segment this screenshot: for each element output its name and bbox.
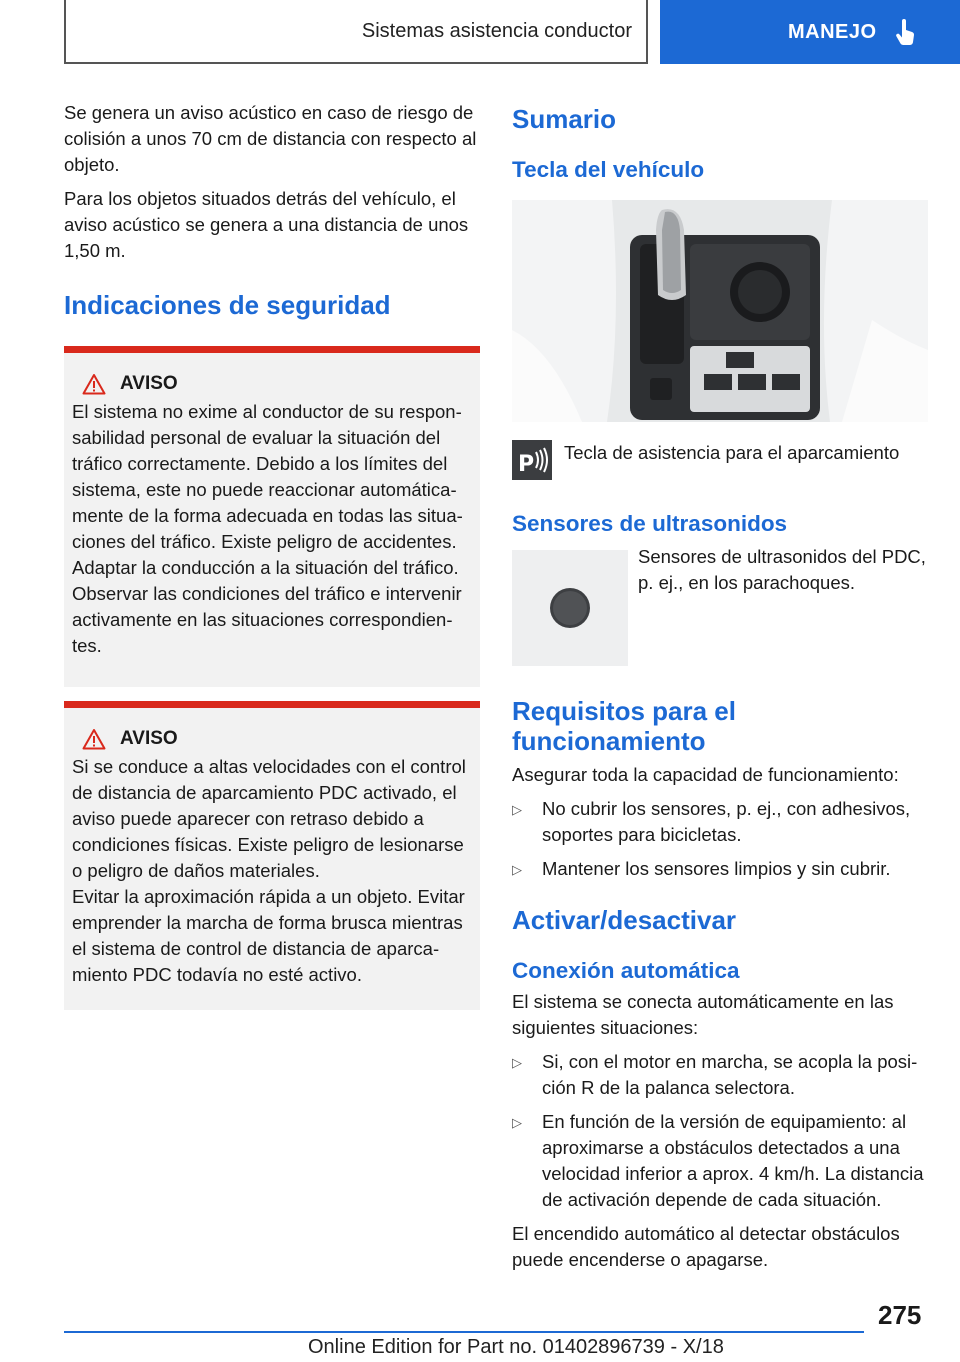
- body-paragraph: Se genera un aviso acústico en caso de riesgo de colisión a unos 70 cm de distancia con respecto al objeto.: [64, 102, 477, 175]
- tecla-heading: Tecla del vehículo: [512, 157, 705, 182]
- list-item: [512, 856, 928, 883]
- list-item-text: En función de la versión de equipamiento: al aproximarse a obstáculos detectados a una velocidad inferior a aprox. 4 km/h. La distancia de activación depende de cada situación.: [542, 1111, 924, 1210]
- conexion-outro: El encendido automático al detectar obstáculos puede encenderse o apagarse.: [512, 1223, 900, 1270]
- chapter-tab: [660, 0, 960, 64]
- requisitos-intro: Asegurar toda la capacidad de funcionamiento:: [512, 764, 899, 785]
- warning-text: El sistema no exime al conductor de su responsabilidad personal de evaluar la situación del tráfico correctamente. Debido a los límites del sistema, este no puede reaccionar automáticamente de la forma adecuada en todas las situaciones del tráfico. Existe peligro de accidentes.: [72, 401, 463, 552]
- chapter-title: MANEJO: [788, 20, 877, 43]
- warning-triangle-icon: [82, 728, 106, 750]
- figure-caption-row: [512, 440, 928, 480]
- requisitos-heading: Requisitos para el funcionamiento: [512, 696, 736, 756]
- list-item-text: No cubrir los sensores, p. ej., con adhesivos, soportes para bicicletas.: [542, 798, 911, 845]
- list-item-text: Mantener los sensores limpios y sin cubrir.: [542, 858, 891, 879]
- svg-text:P: P: [518, 452, 535, 477]
- section-title: Sistemas asistencia conductor: [361, 19, 632, 42]
- right-column: [512, 100, 928, 1273]
- bullet-triangle-icon: ▷: [512, 862, 522, 877]
- figure-caption: Tecla de asistencia para el aparcamiento: [564, 442, 900, 463]
- conexion-heading: Conexión automática: [512, 958, 740, 983]
- warning-text: Si se conduce a altas velocidades con el control de distancia de aparcamiento PDC activado, el aviso puede aparecer con retraso debido a condiciones físicas. Existe peligro de lesionarse o peligro de daños materiales.: [72, 756, 466, 881]
- list-item: [512, 1049, 928, 1101]
- center-console-image: [512, 200, 928, 422]
- bullet-triangle-icon: ▷: [512, 802, 522, 817]
- sensores-heading: Sensores de ultrasonidos: [512, 511, 788, 536]
- running-header-section: [64, 0, 648, 64]
- sumario-heading: Sumario: [512, 104, 617, 134]
- bullet-triangle-icon: ▷: [512, 1055, 522, 1070]
- edition-note: Online Edition for Part no. 01402896739 - X/18: [308, 1336, 724, 1358]
- hand-pointer-icon: [895, 19, 917, 45]
- park-assist-button-icon: [512, 440, 552, 480]
- warning-title: AVISO: [120, 373, 178, 394]
- left-column: [64, 100, 480, 1010]
- center-console-drawing: [512, 200, 928, 422]
- list-item: [512, 796, 928, 848]
- ultrasonic-sensor-drawing: [545, 583, 595, 633]
- warning-box: [64, 701, 480, 1010]
- warning-text: Evitar la aproximación rápida a un objeto. Evitar emprender la marcha de forma brusca mientras el sistema de control de distancia de aparcamiento PDC todavía no esté activo.: [72, 886, 465, 985]
- sensor-text: Sensores de ultrasonidos del PDC, p. ej., en los parachoques.: [638, 546, 926, 593]
- page-number: 275: [878, 1300, 922, 1330]
- footer-rule: [64, 1331, 864, 1333]
- list-item-text: Si, con el motor en marcha, se acopla la posición R de la palanca selectora.: [542, 1051, 918, 1098]
- conexion-intro: El sistema se conecta automáticamente en las siguientes situaciones:: [512, 991, 894, 1038]
- warning-text: Observar las condiciones del tráfico e intervenir activamente en las situaciones correspondientes.: [72, 583, 462, 656]
- bullet-triangle-icon: ▷: [512, 1115, 522, 1130]
- list-item: [512, 1109, 928, 1213]
- body-paragraph: Para los objetos situados detrás del vehículo, el aviso acústico se genera a una distancia de unos 1,50 m.: [64, 188, 469, 261]
- warning-title: AVISO: [120, 728, 178, 749]
- warning-box: [64, 346, 480, 687]
- warning-text: Adaptar la conducción a la situación del tráfico.: [72, 557, 459, 578]
- safety-heading: Indicaciones de seguridad: [64, 290, 391, 320]
- sensor-row: [512, 546, 928, 666]
- sensor-image: [512, 550, 628, 666]
- warning-triangle-icon: [82, 373, 106, 395]
- activar-heading: Activar/desactivar: [512, 905, 737, 935]
